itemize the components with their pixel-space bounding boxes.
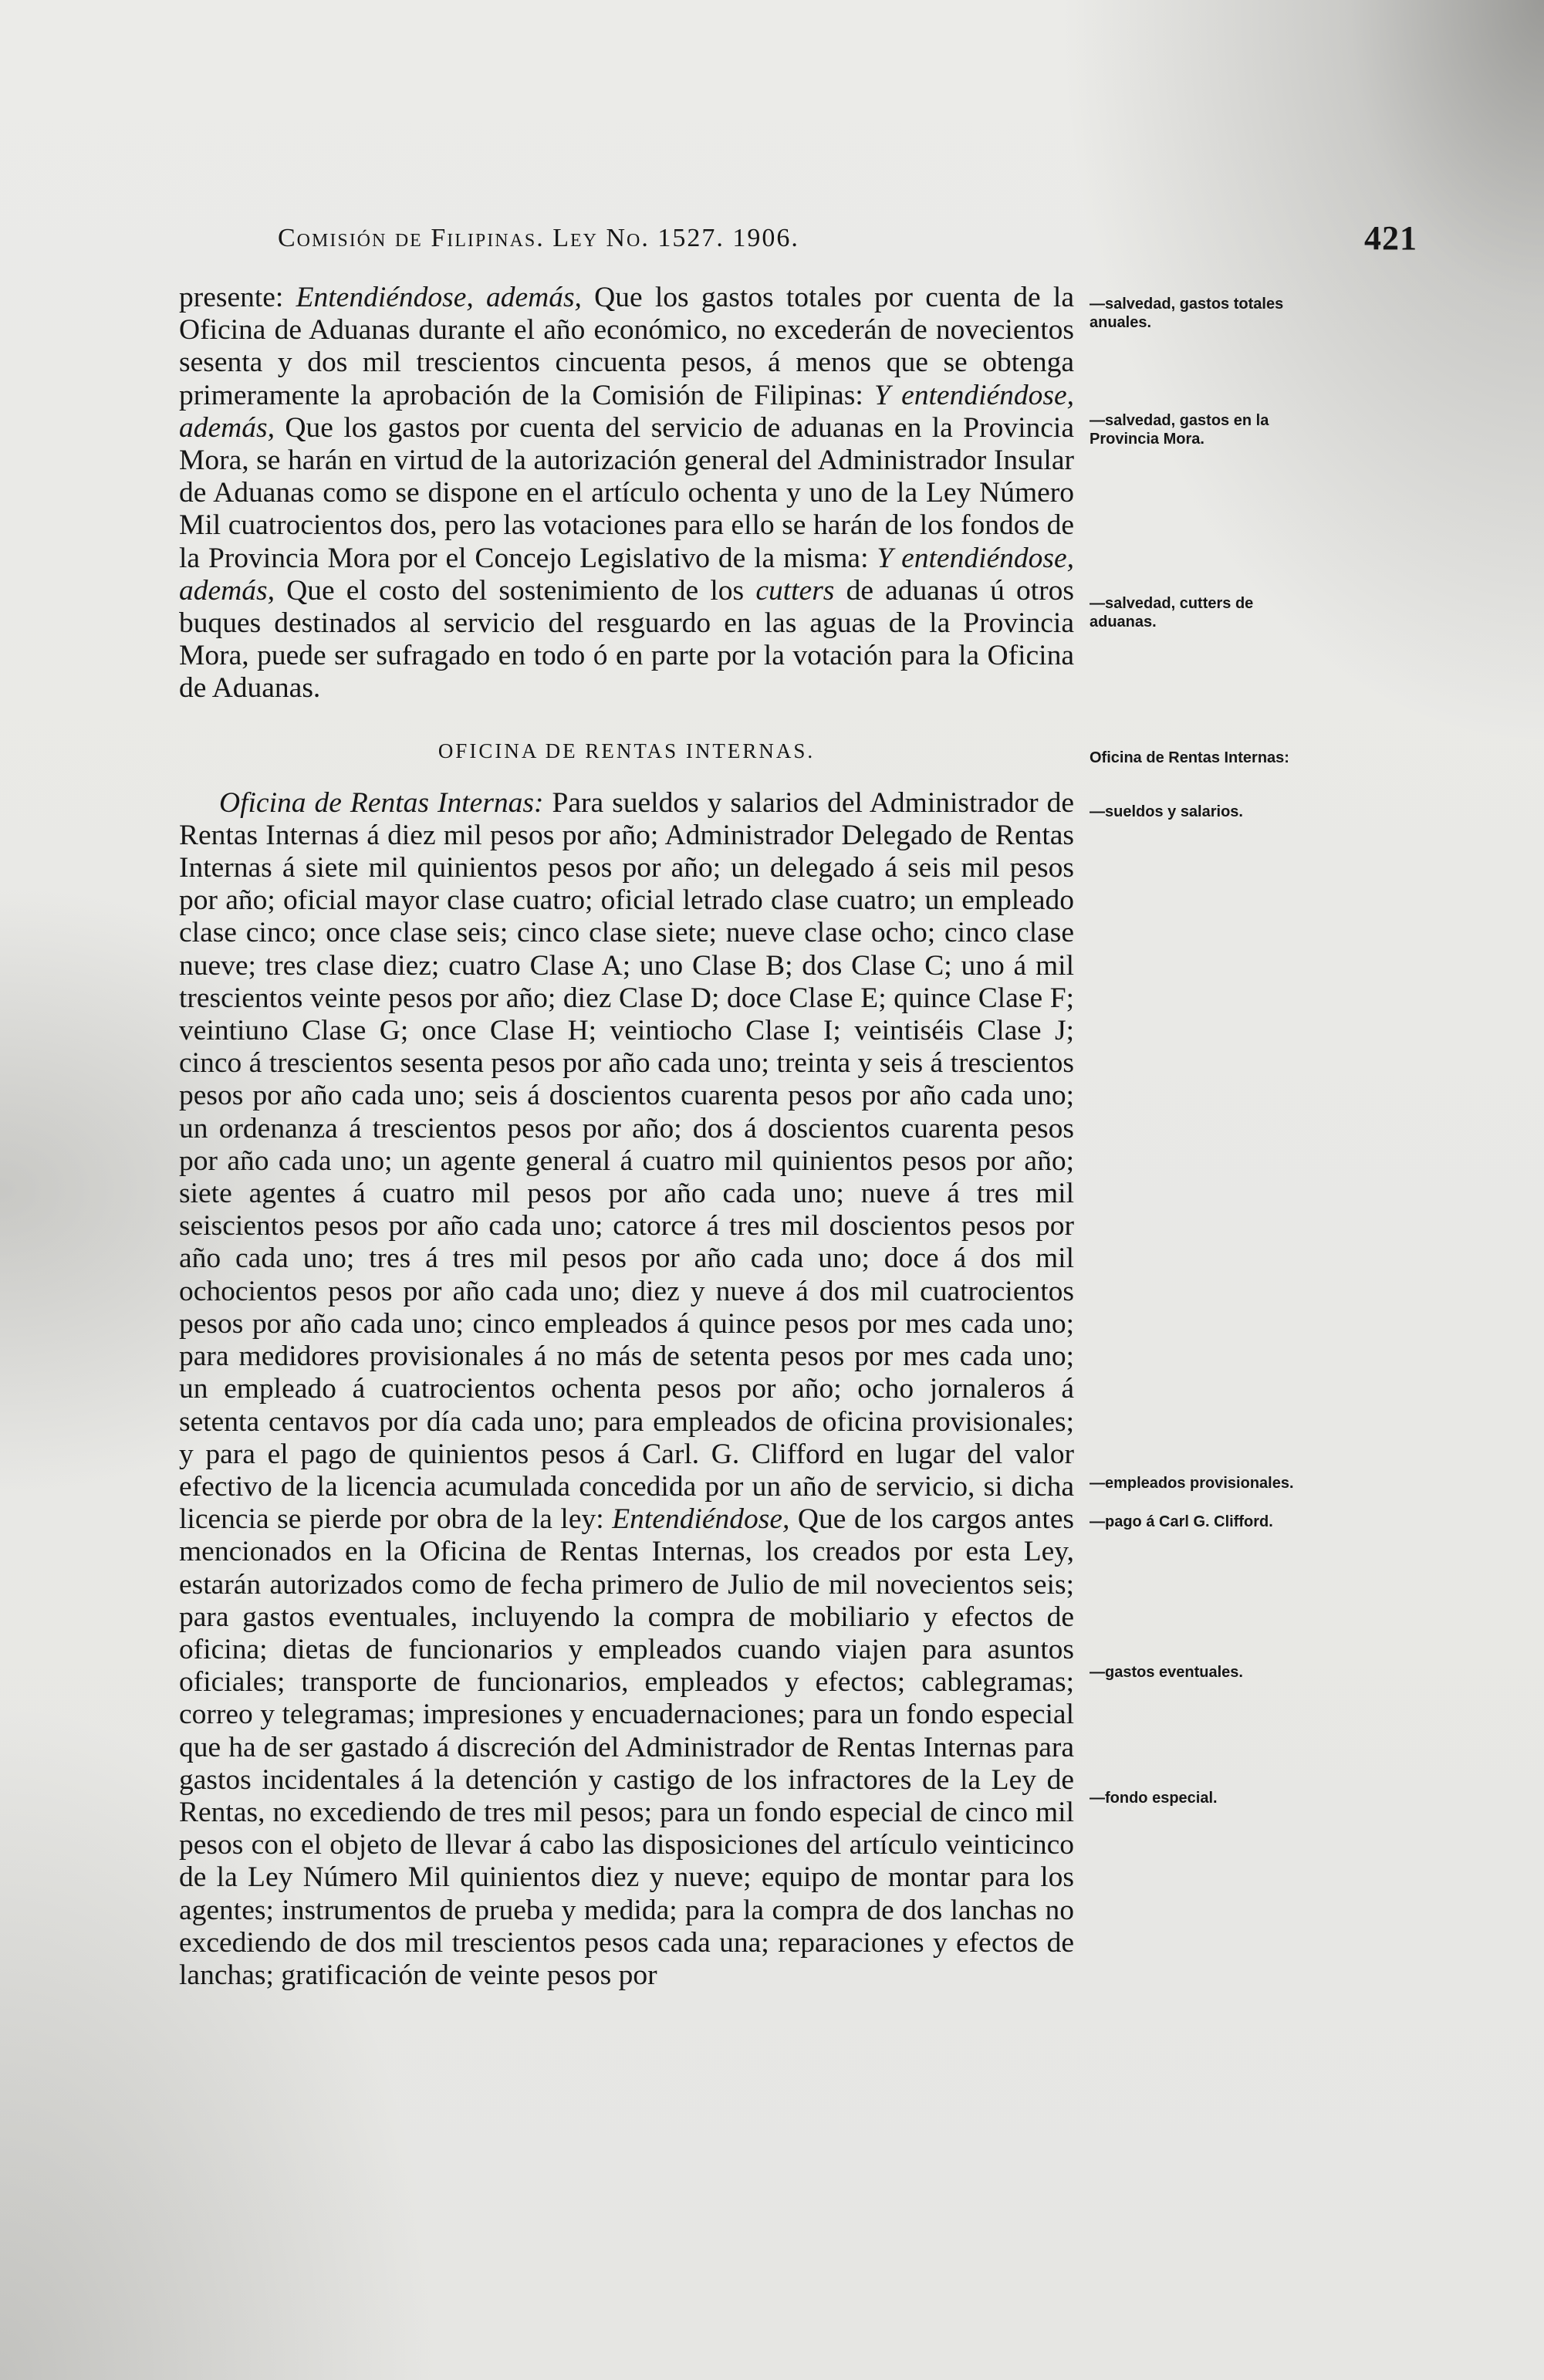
margin-note: —gastos eventuales. <box>1090 1664 1243 1681</box>
paragraph-aduanas <box>179 282 1074 705</box>
margin-note: Oficina de Rentas Internas: <box>1090 749 1289 766</box>
paragraph-rentas-internas <box>179 787 1074 1993</box>
margin-note: —salvedad, cutters de aduanas. <box>1090 595 1254 630</box>
text-run: Para sueldos y salarios del Administrador de Rentas Internas á diez mil pesos por año; Administrador Delegado de Rentas Internas á siete mil quinientos pesos por año; un delegado á seis mil pesos por año; oficial mayor clase cuatro; oficial letrado clase cuatro; un empleado clase cinco; once clase seis; cinco clase siete; nueve clase ocho; cinco clase nueve; tres clase diez; cuatro Clase A; uno Clase B; dos Clase C; uno á mil trescientos veinte pesos por año; diez Clase D; doce Clase E; quince Clase F; veintiuno Clase G; once Clase H; veintiocho Clase I; veintiséis Clase J; cinco á trescientos sesenta pesos por año cada uno; treinta y seis á trescientos pesos por año cada uno; seis á doscientos cuarenta pesos por año cada uno; un ordenanza á trescientos pesos por año; dos á doscientos cuarenta pesos por año cada uno; un agente general á cuatro mil quinientos pesos por año; siete agentes á cuatro mil pesos por año cada uno; nueve á tres mil seiscientos pesos por año cada uno; catorce á tres mil doscientos pesos por año cada uno; tres á tres mil pesos por año cada uno; doce á dos mil ochocientos pesos por año cada uno; diez y nueve á dos mil cuatrocientos pesos por año cada uno; cinco empleados á quince pesos por mes cada uno; para medidores provisionales á no más de setenta pesos por mes cada uno; un empleado á cuatrocientos ochenta pesos por año; ocho jornaleros á setenta centavos por día cada uno; para empleados de oficina provisionales; y para el pago de quinientos pesos á Carl. G. Clifford en lugar del valor efectivo de la licencia acumulada concedida por un año de servicio, si dicha licencia se pierde por obra de la ley: <box>179 786 1074 1536</box>
text-run: Que de los cargos antes mencionados en la Oficina de Rentas Internas, los creados por esta Ley, estarán autorizados como de fecha primero de Julio de mil novecientos seis; para gastos eventuales, incluyendo la compra de mobiliario y efectos de oficina; dietas de funcionarios y empleados cuando viajen para asuntos oficiales; transporte de funcionarios, empleados y efectos; cablegramas; correo y telegramas; impresiones y encuadernaciones; para un fondo especial que ha de ser gastado á discreción del Administrador de Rentas Internas para gastos incidentales á la detención y castigo de los infractores de la Ley de Rentas, no excediendo de tres mil pesos; para un fondo especial de cinco mil pesos con el objeto de llevar á cabo las disposiciones del artículo veinticinco de la Ley Número Mil quinientos diez y nueve; equipo de montar para los agentes; instrumentos de prueba y medida; para la compra de dos lanchas no excediendo de dos mil trescientos pesos cada una; reparaciones y efectos de lanchas; gratificación de veinte pesos por <box>179 1503 1074 1991</box>
main-text <box>179 282 1074 1992</box>
section-heading: OFICINA DE RENTAS INTERNAS. <box>438 739 816 762</box>
running-head: Comisión de Filipinas. Ley No. 1527. 1906. <box>278 224 799 252</box>
margin-note: —pago á Carl G. Clifford. <box>1090 1513 1273 1530</box>
text-run: Que los gastos totales por cuenta de la Oficina de Aduanas durante el año económico, no excederán de novecientos sesenta y dos mil trescientos cincuenta pesos, á menos que se obtenga primeramente la aprobación de la Comisión de Filipinas: <box>179 282 1074 411</box>
margin-note: —empleados provisionales. <box>1090 1475 1294 1492</box>
margin-note: —fondo especial. <box>1090 1790 1218 1807</box>
italic-run: Y entendiéndose, además, <box>179 542 1074 607</box>
italic-run: Entendiéndose, además, <box>296 282 582 313</box>
text-run: de aduanas ú otros buques destinados al servicio del resguardo en las aguas de la Provincia Mora, puede ser sufragado en todo ó en parte por la votación para la Oficina de Aduanas. <box>179 574 1074 705</box>
margin-note: —sueldos y salarios. <box>1090 803 1243 820</box>
text-run: Que el costo del sostenimiento de los <box>274 574 756 607</box>
margin-note: —salvedad, gastos en la Provincia Mora. <box>1090 412 1269 448</box>
italic-run: Oficina de Rentas Internas: <box>219 786 544 819</box>
italic-run: Y entendiéndose, además, <box>179 379 1074 444</box>
page-number: 421 <box>1364 219 1417 257</box>
text-run: Que los gastos por cuenta del servicio de aduanas en la Provincia Mora, se harán en virtud de la autorización general del Administrador Insular de Aduanas como se dispone en el artículo ochenta y uno de la Ley Número Mil cuatrocientos dos, pero las votaciones para ello se harán de los fondos de la Provincia Mora por el Concejo Legislativo de la misma: <box>179 411 1074 574</box>
text-run: presente: <box>179 282 296 313</box>
italic-run: Entendiéndose, <box>612 1503 790 1536</box>
margin-note: —salvedad, gastos totales anuales. <box>1090 296 1284 331</box>
italic-run: cutters <box>755 574 835 607</box>
